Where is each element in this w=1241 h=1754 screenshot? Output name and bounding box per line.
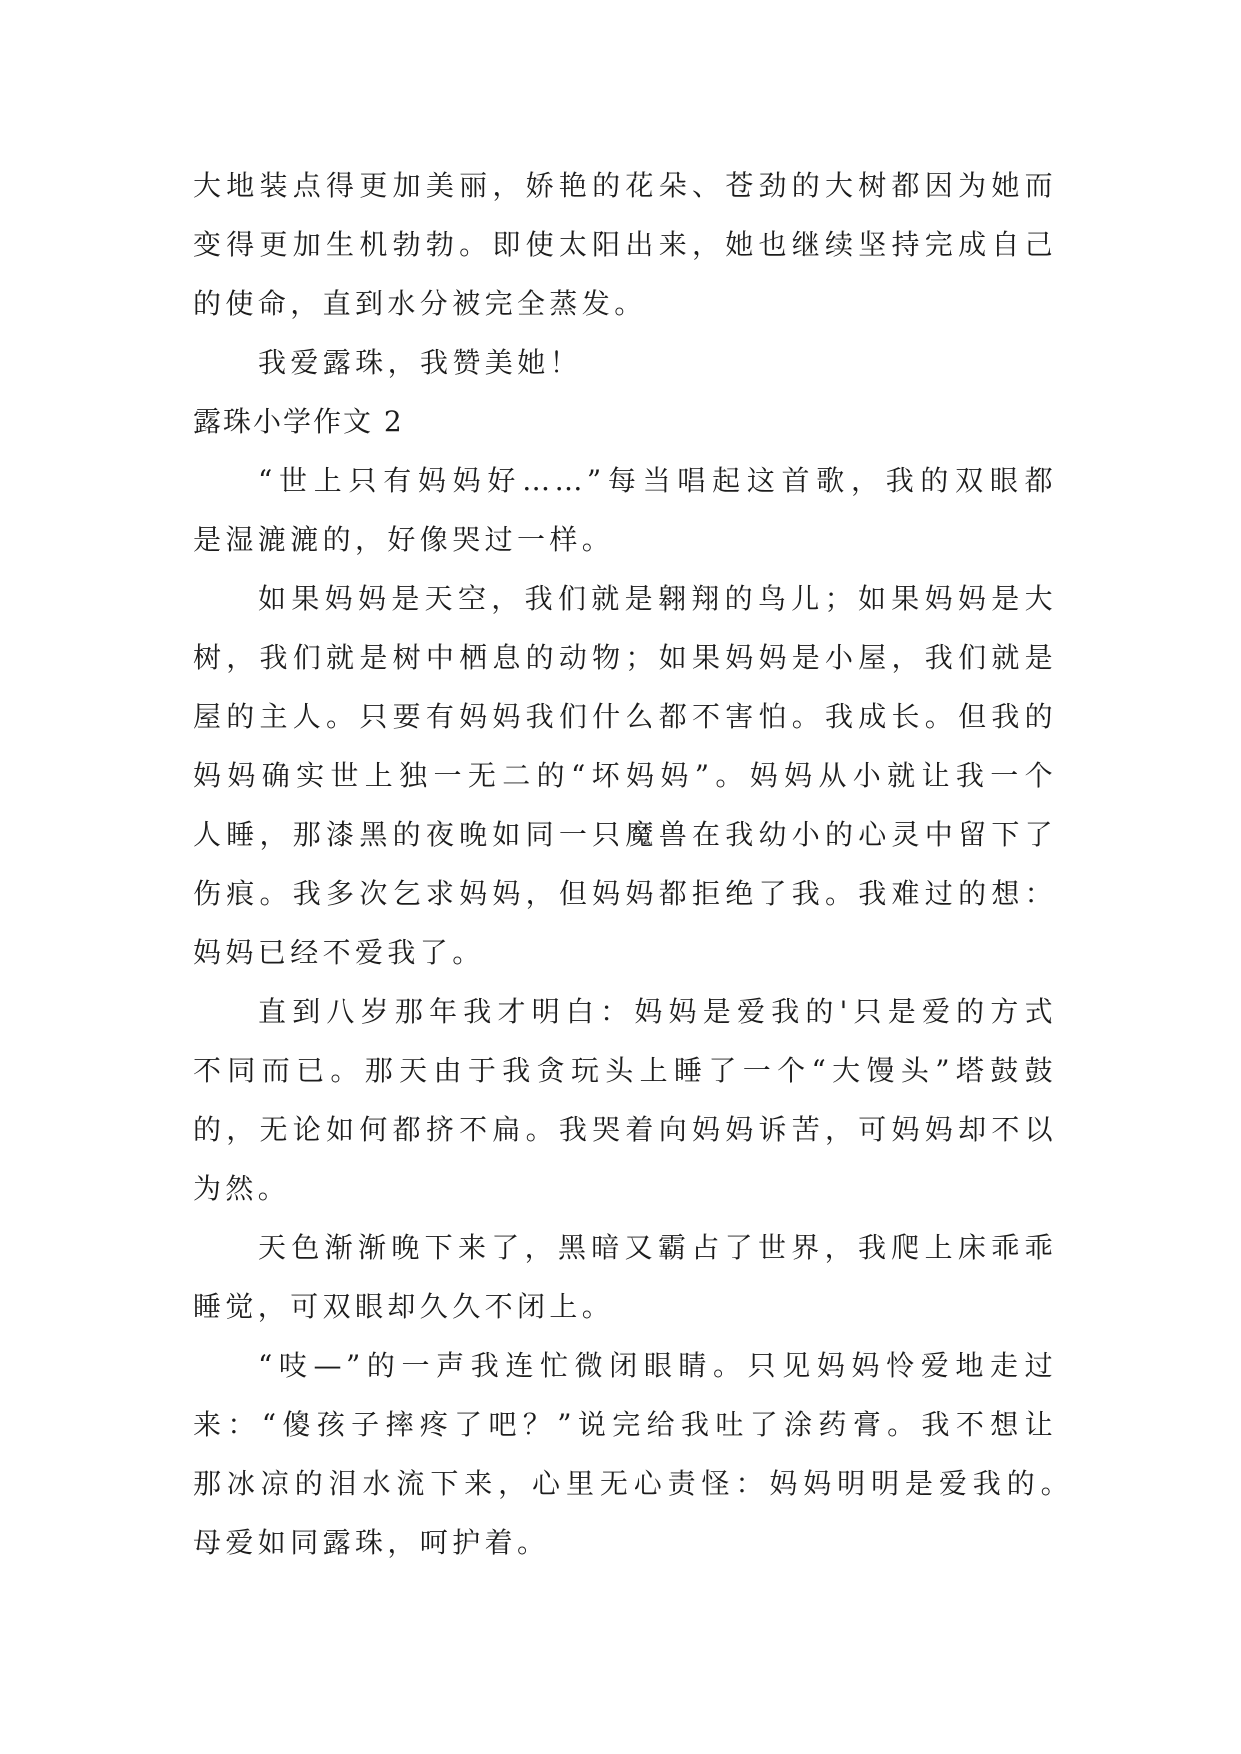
text-line: 妈妈已经不爱我了。: [193, 936, 485, 969]
paragraph: [193, 333, 1057, 392]
paragraph: [193, 1218, 1057, 1336]
text-line: 是湿漉漉的，好像哭过一样。: [193, 523, 615, 556]
text-line: 天色渐渐晚下来了，黑暗又霸占了世界，我爬上床乖乖: [258, 1231, 1057, 1264]
text-line: 大地装点得更加美丽，娇艳的花朵、苍劲的大树都因为她而: [193, 169, 1057, 202]
text-line: “吱—”的一声我连忙微闭眼睛。只见妈妈怜爱地走过: [258, 1349, 1057, 1382]
text-line: “世上只有妈妈好……”每当唱起这首歌，我的双眼都: [258, 464, 1057, 497]
text-line: 妈妈确实世上独一无二的“坏妈妈”。妈妈从小就让我一个: [193, 759, 1057, 792]
paragraph: [193, 982, 1057, 1218]
text-line: 的使命，直到水分被完全蒸发。: [193, 287, 647, 320]
document-body: [193, 156, 1073, 1572]
text-line: 变得更加生机勃勃。即使太阳出来，她也继续坚持完成自己: [193, 228, 1057, 261]
text-line: 来：“傻孩子摔疼了吧？”说完给我吐了涂药膏。我不想让: [193, 1408, 1057, 1441]
essay-title: 露珠小学作文 2: [193, 405, 404, 438]
text-line: 屋的主人。只要有妈妈我们什么都不害怕。我成长。但我的: [193, 700, 1057, 733]
text-line: 的，无论如何都挤不扁。我哭着向妈妈诉苦，可妈妈却不以: [193, 1113, 1057, 1146]
text-line: 为然。: [193, 1172, 291, 1205]
text-line: 睡觉，可双眼却久久不闭上。: [193, 1290, 615, 1323]
paragraph: [193, 156, 1057, 333]
text-line: 树，我们就是树中栖息的动物；如果妈妈是小屋，我们就是: [193, 641, 1057, 674]
text-line: 那冰凉的泪水流下来，心里无心责怪：妈妈明明是爱我的。: [193, 1467, 1073, 1500]
paragraph: [193, 569, 1057, 982]
text-line: 伤痕。我多次乞求妈妈，但妈妈都拒绝了我。我难过的想：: [193, 877, 1057, 910]
text-line: 直到八岁那年我才明白：妈妈是爱我的'只是爱的方式: [258, 995, 1057, 1028]
text-line: 我爱露珠，我赞美她！: [258, 346, 583, 379]
text-line: 人睡，那漆黑的夜晚如同一只魔兽在我幼小的心灵中留下了: [193, 818, 1057, 851]
text-line: 如果妈妈是天空，我们就是翱翔的鸟儿；如果妈妈是大: [258, 582, 1057, 615]
text-line: 母爱如同露珠，呵护着。: [193, 1526, 550, 1559]
paragraph: [193, 1336, 1073, 1572]
text-line: 不同而已。那天由于我贪玩头上睡了一个“大馒头”塔鼓鼓: [193, 1054, 1057, 1087]
paragraph: [193, 451, 1057, 569]
